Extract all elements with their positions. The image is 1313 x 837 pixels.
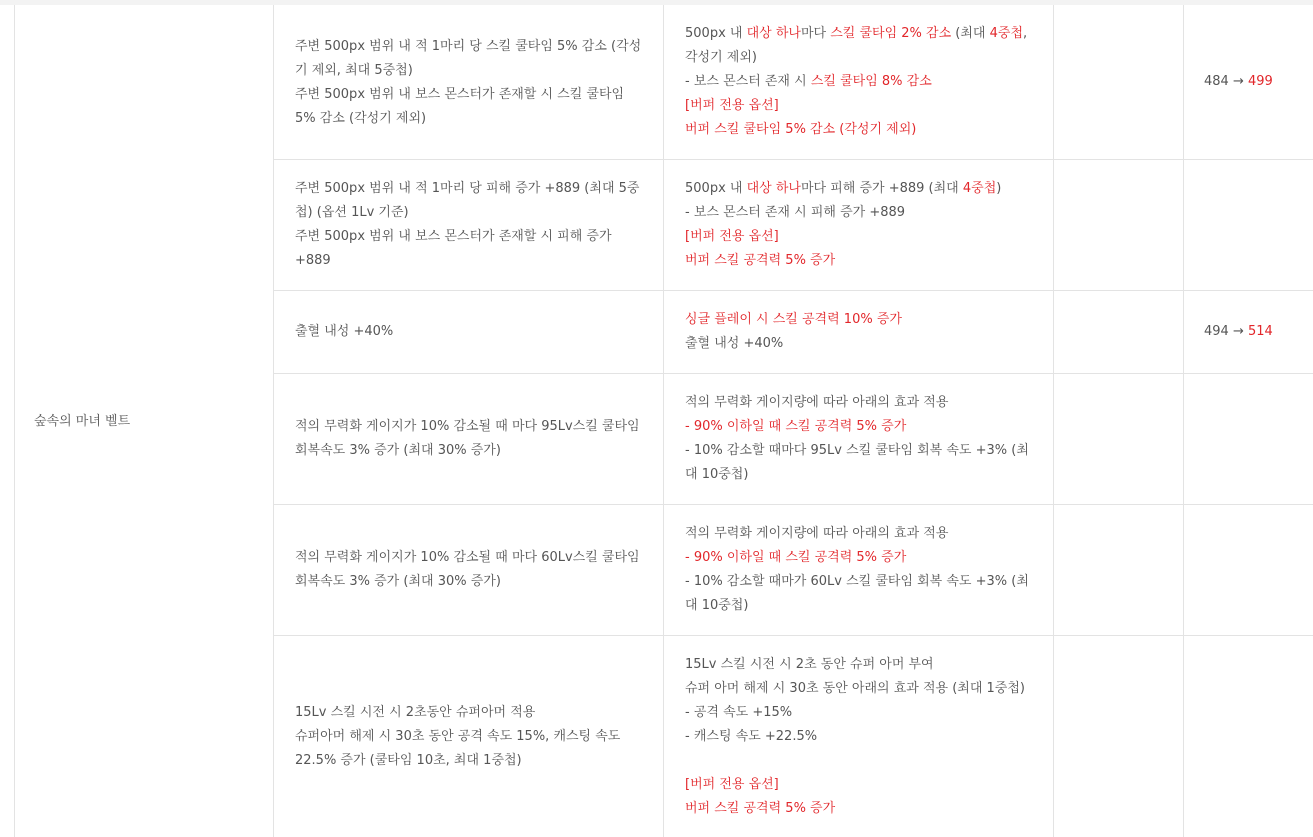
new-option-line [685, 439, 1035, 487]
new-option-cell [685, 391, 1035, 487]
option-text: 출혈 내성 +40% [685, 336, 784, 351]
new-option-cell [685, 522, 1035, 618]
new-option-line [685, 522, 1035, 546]
old-option-line: 적의 무력화 게이지가 10% 감소될 때 마다 95Lv스킬 쿨타임 회복속도 3% 증가 (최대 30% 증가) [295, 419, 640, 458]
option-text: ) [996, 181, 1002, 196]
arrow-icon: → [1232, 74, 1244, 89]
table-top-border [0, 0, 1313, 5]
row-divider [274, 504, 1313, 505]
option-text: 슈퍼 아머 해제 시 30초 동안 아래의 효과 적용 (최대 1중첩) [685, 681, 1025, 696]
highlight-text: 대상 하나 [746, 26, 801, 41]
old-option-line: 출혈 내성 +40% [295, 324, 394, 339]
highlight-text: 싱글 플레이 시 스킬 공격력 10% 증가 [685, 312, 902, 327]
row-divider [274, 290, 1313, 291]
new-value: 514 [1248, 324, 1273, 339]
option-text: (최대 [951, 26, 990, 41]
new-option-line [685, 70, 1035, 94]
new-option-line [685, 725, 1035, 749]
old-option-cell [295, 701, 647, 773]
old-option-line: 주변 500px 범위 내 적 1마리 당 스킬 쿨타임 5% 감소 (각성기 제외, 최대 5중첩) [295, 39, 642, 78]
arrow-icon: → [1232, 324, 1244, 339]
new-option-line [685, 177, 1035, 201]
new-option-cell [685, 308, 1035, 356]
new-option-line [685, 94, 1035, 118]
old-option-cell [295, 415, 647, 463]
value-change [1204, 70, 1304, 94]
highlight-text: 4중첩 [962, 181, 997, 196]
option-text: - 보스 몬스터 존재 시 [685, 74, 811, 89]
highlight-text: 버퍼 스킬 공격력 5% 증가 [685, 801, 836, 816]
highlight-text: 버퍼 스킬 공격력 5% 증가 [685, 253, 836, 268]
column-divider [273, 5, 274, 837]
highlight-text: 4중첩 [989, 26, 1023, 41]
old-option-line: 주변 500px 범위 내 적 1마리 당 피해 증가 +889 (최대 5중첩) (옵션 1Lv 기준) [295, 181, 640, 220]
option-text: - 보스 몬스터 존재 시 피해 증가 +889 [685, 205, 906, 220]
item-name: 숲속의 마녀 벨트 [34, 414, 131, 429]
highlight-text: 스킬 쿨타임 2% 감소 [830, 26, 952, 41]
old-value: 484 [1204, 74, 1229, 89]
old-option-cell [295, 320, 647, 344]
highlight-text: [버퍼 전용 옵션] [685, 98, 779, 113]
old-value: 494 [1204, 324, 1229, 339]
option-text: - 공격 속도 +15% [685, 705, 793, 720]
row-divider [274, 373, 1313, 374]
new-option-line [685, 249, 1035, 273]
old-option-line: 주변 500px 범위 내 보스 몬스터가 존재할 시 스킬 쿨타임 5% 감소 (각성기 제외) [295, 87, 625, 126]
highlight-text: [버퍼 전용 옵션] [685, 229, 779, 244]
new-option-cell [685, 177, 1035, 273]
option-text: 500px 내 [685, 181, 747, 196]
old-option-line: 적의 무력화 게이지가 10% 감소될 때 마다 60Lv스킬 쿨타임 회복속도 3% 증가 (최대 30% 증가) [295, 550, 640, 589]
row-divider [274, 635, 1313, 636]
option-text: 마다 [800, 26, 831, 41]
new-option-line [685, 773, 1035, 797]
new-option-line [685, 653, 1035, 677]
new-option-line [685, 749, 1035, 773]
option-text: 15Lv 스킬 시전 시 2초 동안 슈퍼 아머 부여 [685, 657, 934, 672]
new-option-line [685, 546, 1035, 570]
old-option-cell [295, 177, 647, 273]
new-option-line [685, 332, 1035, 356]
new-option-cell [685, 653, 1035, 821]
new-option-line [685, 415, 1035, 439]
new-option-line [685, 797, 1035, 821]
highlight-text: 버퍼 스킬 쿨타임 5% 감소 (각성기 제외) [685, 122, 917, 137]
old-option-line: 주변 500px 범위 내 보스 몬스터가 존재할 시 피해 증가 +889 [295, 229, 612, 268]
new-option-line [685, 677, 1035, 701]
new-option-cell [685, 22, 1035, 142]
old-option-line: 15Lv 스킬 시전 시 2초동안 슈퍼아머 적용 [295, 705, 536, 720]
value-change [1204, 320, 1304, 344]
option-text: - 캐스팅 속도 +22.5% [685, 729, 818, 744]
column-divider [1053, 5, 1054, 837]
column-divider [1183, 5, 1184, 837]
old-option-line: 슈퍼아머 해제 시 30초 동안 공격 속도 15%, 캐스팅 속도 22.5% 증가 (쿨타임 10초, 최대 1중첩) [295, 729, 621, 768]
highlight-text: 스킬 쿨타임 8% 감소 [810, 74, 932, 89]
new-option-line [685, 201, 1035, 225]
highlight-text: 대상 하나 [746, 181, 801, 196]
new-option-line [685, 570, 1035, 618]
option-text: 500px 내 [685, 26, 747, 41]
new-option-line [685, 118, 1035, 142]
old-option-cell [295, 546, 647, 594]
old-option-cell [295, 35, 647, 131]
new-option-line [685, 225, 1035, 249]
new-value: 499 [1248, 74, 1273, 89]
option-text: 적의 무력화 게이지량에 따라 아래의 효과 적용 [685, 526, 949, 541]
highlight-text: - 90% 이하일 때 스킬 공격력 5% 증가 [685, 550, 907, 565]
option-text: - 10% 감소할 때마다 95Lv 스킬 쿨타임 회복 속도 +3% (최대 10중첩) [685, 443, 1029, 482]
option-text: - 10% 감소할 때마가 60Lv 스킬 쿨타임 회복 속도 +3% (최대 10중첩) [685, 574, 1029, 613]
new-option-line [685, 308, 1035, 332]
column-divider [663, 5, 664, 837]
option-text: , 각성기 제외) [685, 26, 1028, 65]
option-text: 마다 피해 증가 +889 (최대 [800, 181, 963, 196]
new-option-line [685, 22, 1035, 70]
new-option-line [685, 391, 1035, 415]
row-divider [274, 159, 1313, 160]
highlight-text: [버퍼 전용 옵션] [685, 777, 779, 792]
new-option-line [685, 701, 1035, 725]
table-border-left [14, 5, 15, 837]
option-text: 적의 무력화 게이지량에 따라 아래의 효과 적용 [685, 395, 949, 410]
highlight-text: - 90% 이하일 때 스킬 공격력 5% 증가 [685, 419, 907, 434]
